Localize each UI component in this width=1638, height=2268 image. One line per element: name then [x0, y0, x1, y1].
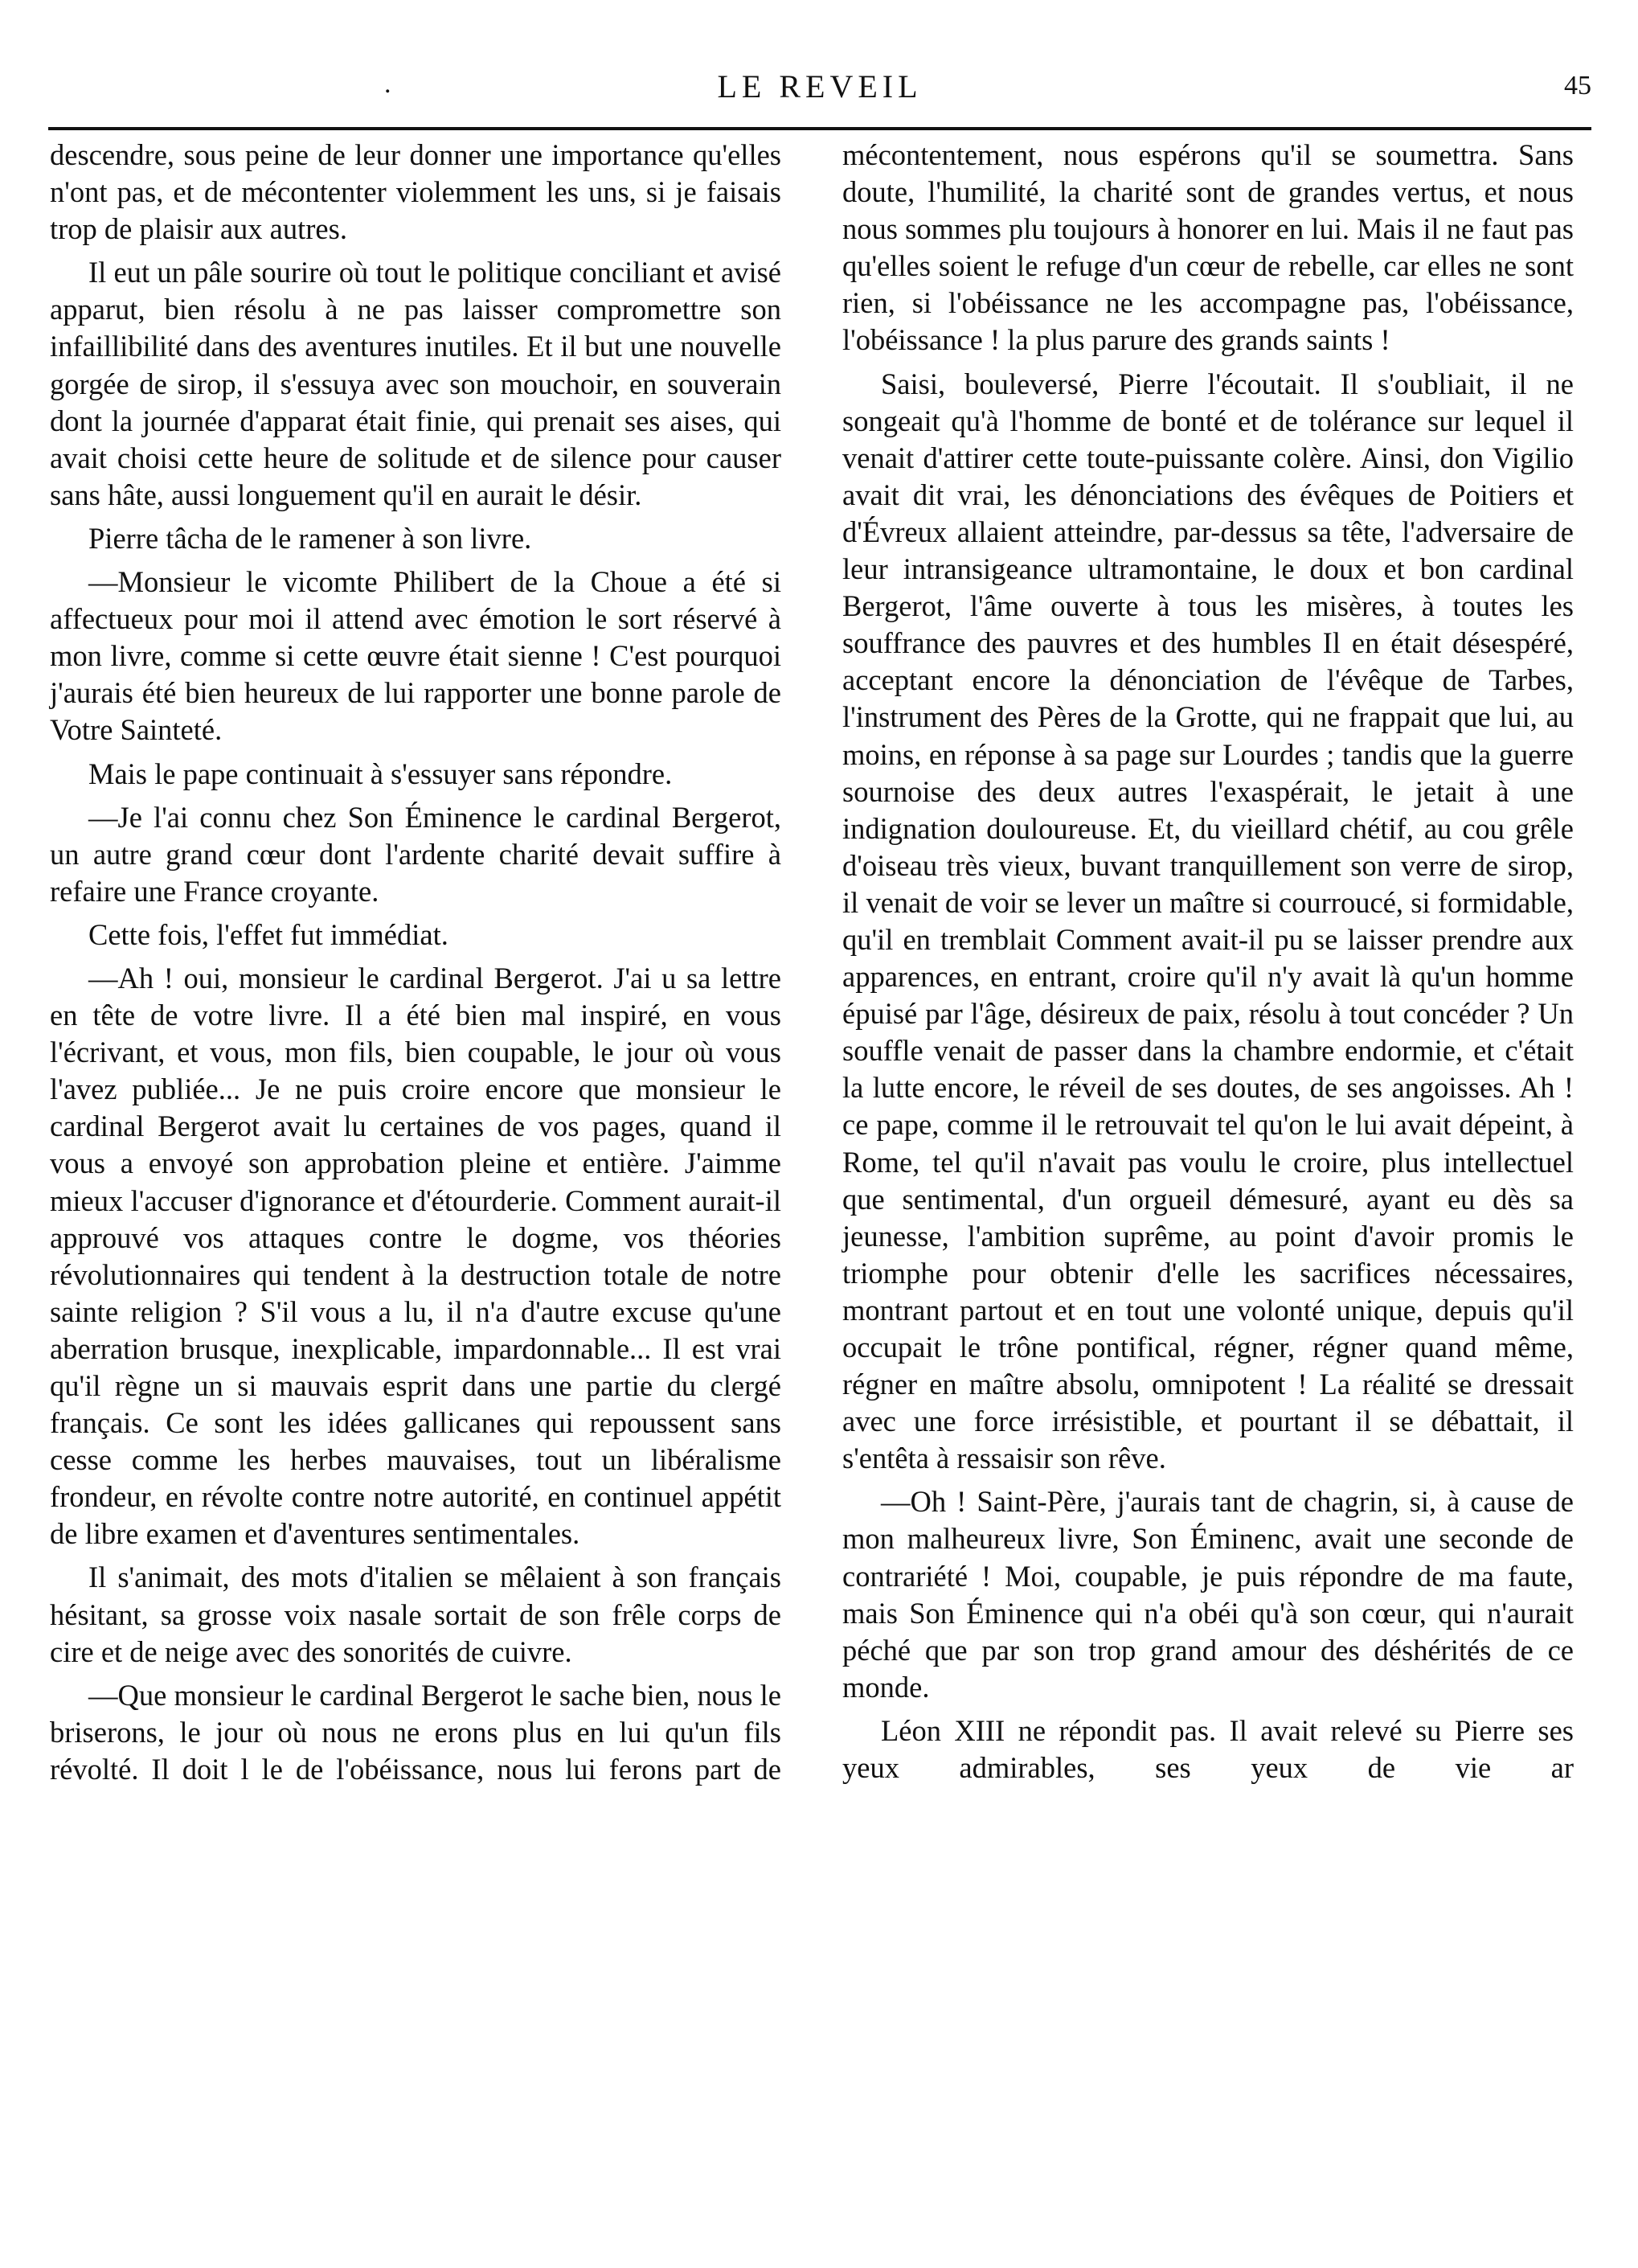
paragraph: Il s'animait, des mots d'italien se mêlaient à son français hésitant, sa grosse voix nasale sortait de son frêle corps de cire et de neige avec des sonorités de cuivre.	[50, 1561, 781, 1668]
page-header	[48, 63, 1591, 111]
paragraph: —Monsieur le vicomte Philibert de la Choue a été si affectueux pour moi il attend avec émotion le sort réservé à mon livre, comme si cette œuvre était sienne ! C'est pourquoi j'aurais été bien heureux de lui rapporter une bonne parole de Votre Sainteté.	[50, 565, 781, 747]
header-dot: .	[384, 69, 391, 99]
publication-title: LE REVEIL	[717, 68, 923, 105]
paragraph: —Ah ! oui, monsieur le cardinal Bergerot. J'ai u sa lettre en tête de votre livre. Il a été bien mal inspiré, en vous l'écrivant, et vous, mon fils, bien coupable, le jour où vous l'avez publiée... Je ne puis croire encore que monsieur le cardinal Bergerot avait lu certaines de vos pages, quand il vous a envoyé son approbation pleine et entière. J'aimme mieux l'accuser d'ignorance et d'étourderie. Comment aurait-il approuvé vos attaques contre le dogme, vos théories révolutionnaires qui tendent à la destruction totale de notre sainte religion ? S'il vous a lu, il n'a d'autre excuse qu'une aberration brusque, inexplicable, impardonnable... Il est vrai qu'il règne un si mauvais esprit dans une partie du clergé français. Ce sont les idées gallicanes qui repoussent sans cesse comme les herbes mauvaises, tout un libéralisme frondeur, en révolte contre notre autorité, en continuel appétit de libre examen et d'aventures sentimentales.	[50, 961, 781, 1551]
paragraph: descendre, sous peine de leur donner une importance qu'elles n'ont pas, et de mécontenter violemment les uns, si je faisais trop de plaisir aux autres.	[50, 138, 781, 246]
paragraph: Saisi, bouleversé, Pierre l'écoutait. Il s'oubliait, il ne songeait qu'à l'homme de bonté et de tolérance sur lequel il venait d'attirer cette toute-puissante colère. Ainsi, don Vigilio avait dit vrai, les dénonciations des évêques de Poitiers et d'Évreux allaient atteindre, par-dessus sa tête, l'adversaire de leur intransigeance ultramontaine, le doux et bon cardinal Bergerot, l'âme ouverte à tous les misères, à toutes les souffrance des pauvres et des humbles Il en était désespéré, acceptant encore la dénonciation de l'évêque de Tarbes, l'instrument des Pères de la Grotte, qui ne frappait que lui, au moins, en réponse à sa page sur Lourdes ; tandis que la guerre sournoise des deux autres l'exaspérait, le jetait à une indignation douloureuse. Et, du vieillard chétif, au cou grêle d'oiseau très vieux, buvant tranquillement son verre de sirop, il venait de voir se lever un maître si courroucé, si formidable, qu'il en tremblait Comment avait-il pu se laisser prendre aux apparences, en entrant, croire qu'il n'y avait là qu'un homme épuisé par l'âge, désireux de paix, résolu à tout concéder ? Un souffle venait de passer dans la chambre endormie, et c'était la lutte encore, le réveil de ses doutes, de ses angoisses. Ah ! ce pape, comme il le retrouvait tel qu'on le lui avait dépeint, à Rome, tel qu'il n'avait pas voulu le croire, plus intellectuel que sentimental, d'un orgueil démesuré, ayant eu dès sa jeunesse, l'ambition suprême, au point d'avoir promis le triomphe pour obtenir d'elle les sacrifices nécessaires, montrant partout et en tout une volonté unique, depuis qu'il occupait le trône pontifical, régner, régner quand même, régner en maître absolu, omnipotent ! La réalité se dressait avec une force irrésistible, et pourtant il se débattait, il s'entêta à ressaisir son rêve.	[842, 367, 1574, 1475]
paragraph: Léon XIII ne répondit pas. Il avait relevé su Pierre ses yeux admirables, ses yeux de vie ar	[842, 1713, 1574, 1785]
right-column	[842, 137, 1574, 2227]
paragraph: Cette fois, l'effet fut immédiat.	[88, 917, 448, 951]
left-column	[50, 137, 781, 2227]
paragraph: Pierre tâcha de le ramener à son livre.	[88, 521, 532, 555]
paragraph: Mais le pape continuait à s'essuyer sans répondre.	[88, 757, 673, 790]
paragraph: Il eut un pâle sourire où tout le politique conciliant et avisé apparut, bien résolu à ne pas laisser compromettre son infaillibilité dans des aventures inutiles. Et il but une nouvelle gorgée de sirop, il s'essuya avec son mouchoir, en souverain dont la journée d'apparat était finie, qui prenait ses aises, qui avait choisi cette heure de solitude et de silence pour causer sans hâte, aussi longuement qu'il en aurait le désir.	[50, 256, 781, 511]
header-rule	[48, 127, 1591, 130]
paragraph: —Oh ! Saint-Père, j'aurais tant de chagrin, si, à cause de mon malheureux livre, Son Éminenc, avait une seconde de contrariété ! Moi, coupable, je puis répondre de ma faute, mais Son Éminence qui n'a obéi qu'à son cœur, qui n'aurait péché que par son trop grand amour des déshérités de ce monde.	[842, 1485, 1574, 1704]
paragraph: —Que monsieur le cardinal Bergerot le sache bien, nous le briserons, le jour où nous ne erons plus en lui qu'un fils révolté. Il doit l le de l'obéissance, nous lui ferons part de	[50, 1678, 781, 1786]
paragraph: —Je l'ai connu chez Son Éminence le cardinal Bergerot, un autre grand cœur dont l'ardente charité devait suffire à refaire une France croyante.	[50, 800, 781, 908]
page-number: 45	[1564, 71, 1591, 100]
paragraph: mécontentement, nous espérons qu'il se soumettra. Sans doute, l'humilité, la charité sont de grandes vertus, et nous nous sommes plu toujours à honorer en lui. Mais il ne faut pas qu'elles soient le refuge d'un cœur de rebelle, car elles ne sont rien, si l'obéissance ne les accompagne pas, l'obéissance, l'obéissance ! la plus parure des grands saints !	[842, 138, 1574, 357]
